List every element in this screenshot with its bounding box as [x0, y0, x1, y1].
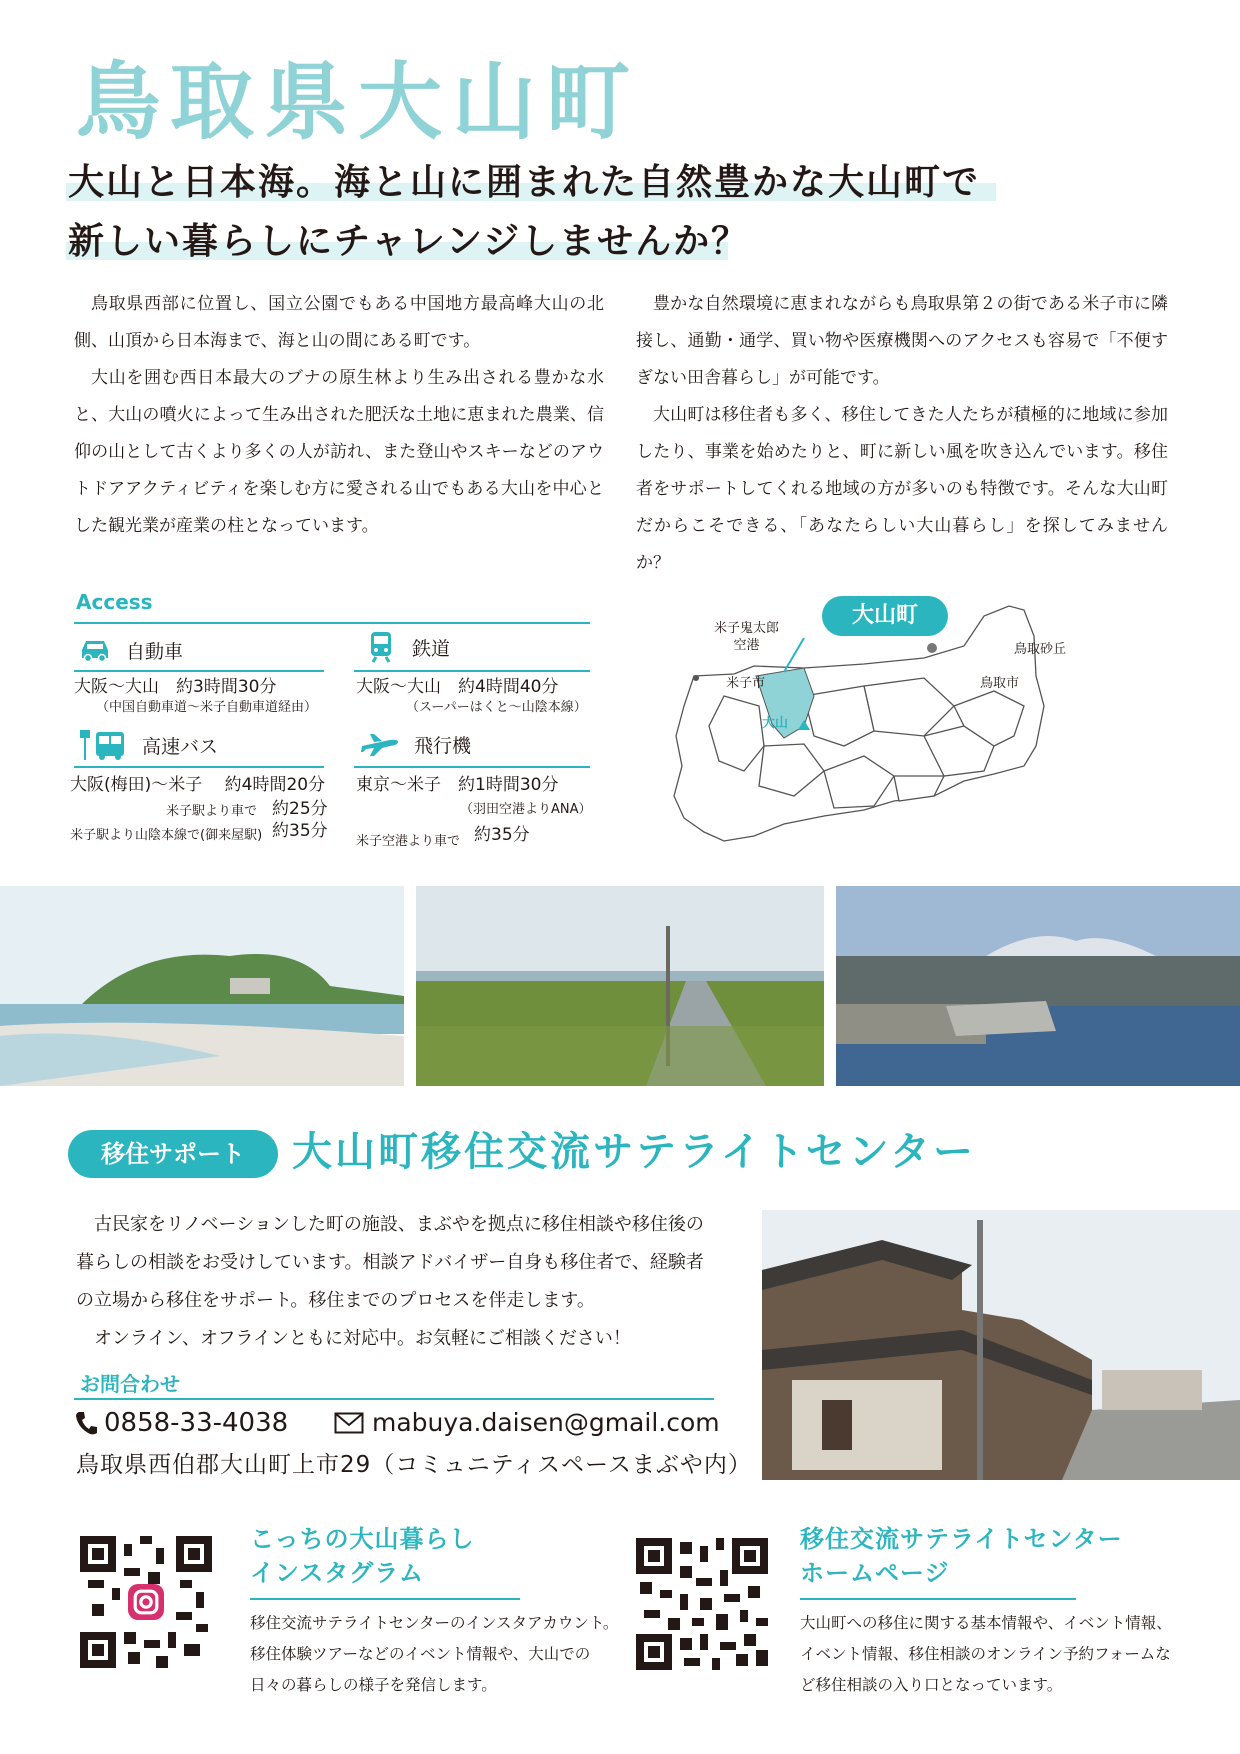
map-label-yonago: 米子市	[726, 676, 766, 691]
instagram-qr-code	[80, 1536, 212, 1668]
contact-label: お問合わせ	[80, 1372, 180, 1396]
intro-paragraph: 鳥取県西部に位置し、国立公園でもある中国地方最高峰大山の北側、山頂から日本海まで、海と山の間にある町です。	[74, 294, 604, 351]
access-divider	[74, 766, 324, 768]
access-rail-label: 鉄道	[412, 637, 451, 660]
instagram-title-2: インスタグラム	[250, 1559, 425, 1587]
headline-line-1: 大山と日本海。海と山に囲まれた自然豊かな大山町で	[68, 162, 981, 203]
access-plane-label: 飛行機	[414, 734, 472, 757]
email-link[interactable]: mabuya.daisen@gmail.com	[372, 1408, 720, 1437]
map-label-airport: 米子鬼太郎 空港	[714, 621, 780, 653]
support-title: 大山町移住交流サテライトセンター	[292, 1129, 976, 1175]
mail-icon	[334, 1412, 364, 1434]
bus-icon	[78, 728, 128, 762]
intro-left	[74, 286, 604, 545]
access-bus-sub1-label: 米子駅より車で	[166, 804, 258, 819]
access-bus-label: 高速バス	[142, 735, 219, 758]
map-label-tottori: 鳥取市	[980, 676, 1020, 691]
access-rail-note: （スーパーはくと〜山陰本線）	[406, 700, 587, 715]
train-icon	[364, 630, 398, 664]
page-title: 鳥取県大山町	[76, 53, 641, 151]
contact-phone	[74, 1408, 288, 1438]
access-divider	[354, 670, 590, 672]
car-icon	[78, 636, 112, 664]
homepage-qr-code	[636, 1538, 768, 1670]
support-paragraph: オンライン、オフラインともに対応中。お気軽にご相談ください！	[94, 1328, 631, 1349]
headline-line-2: 新しい暮らしにチャレンジしませんか？	[68, 221, 750, 262]
photo-harbor	[836, 886, 1240, 1086]
access-bus-heading	[78, 728, 218, 762]
support-paragraph: 古民家をリノベーションした町の施設、まぶやを拠点に移住相談や移住後の暮らしの相談をお受けしています。相談アドバイザー自身も移住者で、経験者の立場から移住をサポート。移住までのプロセスを伴走します。	[76, 1214, 704, 1311]
access-bus-sub2-time: 約35分	[272, 821, 328, 841]
access-rail-route: 大阪〜大山 約4時間40分	[356, 677, 559, 697]
homepage-title-1: 移住交流サテライトセンター	[800, 1525, 1123, 1553]
map-pointer	[784, 638, 804, 672]
contact-email	[334, 1408, 720, 1437]
access-divider	[74, 622, 590, 624]
support-body	[76, 1206, 716, 1358]
access-car-route: 大阪〜大山 約3時間30分	[74, 677, 277, 697]
access-plane-sub-time: 約35分	[474, 825, 530, 845]
instagram-title-1: こっちの大山暮らし	[250, 1525, 475, 1553]
access-plane-sub-label: 米子空港より車で	[356, 834, 461, 849]
instagram-divider	[250, 1598, 520, 1600]
support-badge: 移住サポート	[68, 1130, 278, 1178]
access-car-heading	[78, 636, 183, 664]
access-divider	[354, 766, 590, 768]
access-title: Access	[76, 590, 153, 614]
intro-right	[636, 286, 1168, 582]
access-rail-heading	[364, 630, 450, 664]
access-bus-route: 大阪(梅田)〜米子 約4時間20分	[70, 775, 326, 795]
homepage-divider	[800, 1598, 1076, 1600]
access-car-label: 自動車	[126, 640, 184, 663]
access-car-note: （中国自動車道〜米子自動車道経由）	[96, 700, 318, 715]
airplane-icon	[360, 730, 400, 758]
photo-building	[762, 1210, 1240, 1480]
map-label-daisen: 大山	[762, 716, 789, 731]
sakyu-marker	[927, 643, 937, 653]
access-divider	[74, 670, 324, 672]
homepage-description: 大山町への移住に関する基本情報や、イベント情報、イベント情報、移住相談のオンライン予約フォームなど移住相談の入り口となっています。	[800, 1614, 1172, 1694]
contact-divider	[74, 1398, 714, 1400]
photo-coast	[0, 886, 404, 1086]
intro-paragraph: 大山を囲む西日本最大のブナの原生林より生み出される豊かな水と、大山の噴火によって生み出された肥沃な土地に恵まれた農業、信仰の山として古くより多くの人が訪れ、また登山やスキーなどのアウトドアアクティビティを楽しむ方に愛される山でもある大山を中心とした観光業が産業の柱となっています。	[74, 368, 604, 536]
map-daisen-badge: 大山町	[822, 596, 948, 636]
access-bus-sub2-label: 米子駅より山陰本線で(御来屋駅)	[70, 828, 263, 843]
intro-paragraph: 豊かな自然環境に恵まれながらも鳥取県第２の街である米子市に隣接し、通勤・通学、買い物や医療機関へのアクセスも容易で「不便すぎない田舎暮らし」が可能です。	[636, 294, 1168, 388]
instagram-description: 移住交流サテライトセンターのインスタアカウント。移住体験ツアーなどのイベント情報や、大山での日々の暮らしの様子を発信します。	[250, 1614, 619, 1694]
access-plane-heading	[360, 730, 471, 758]
homepage-title-2: ホームページ	[800, 1559, 950, 1587]
photo-farmland	[416, 886, 824, 1086]
airport-marker	[693, 675, 699, 681]
map-label-sakyu: 鳥取砂丘	[1014, 642, 1067, 657]
access-bus-sub1-time: 約25分	[272, 799, 328, 819]
intro-paragraph: 大山町は移住者も多く、移住してきた人たちが積極的に地域に参加したり、事業を始めたりと、町に新しい風を吹き込んでいます。移住者をサポートしてくれる地域の方が多いのも特徴です。そんな大山町だからこそできる、「あなたらしい大山暮らし」を探してみませんか？	[636, 405, 1168, 573]
access-plane-note: （羽田空港よりANA）	[460, 802, 592, 817]
contact-address: 鳥取県西伯郡大山町上市29（コミュニティスペースまぶや内）	[76, 1452, 752, 1478]
phone-icon	[74, 1410, 98, 1436]
phone-link[interactable]: 0858-33-4038	[104, 1408, 289, 1438]
access-plane-route: 東京〜米子 約1時間30分	[356, 775, 559, 795]
